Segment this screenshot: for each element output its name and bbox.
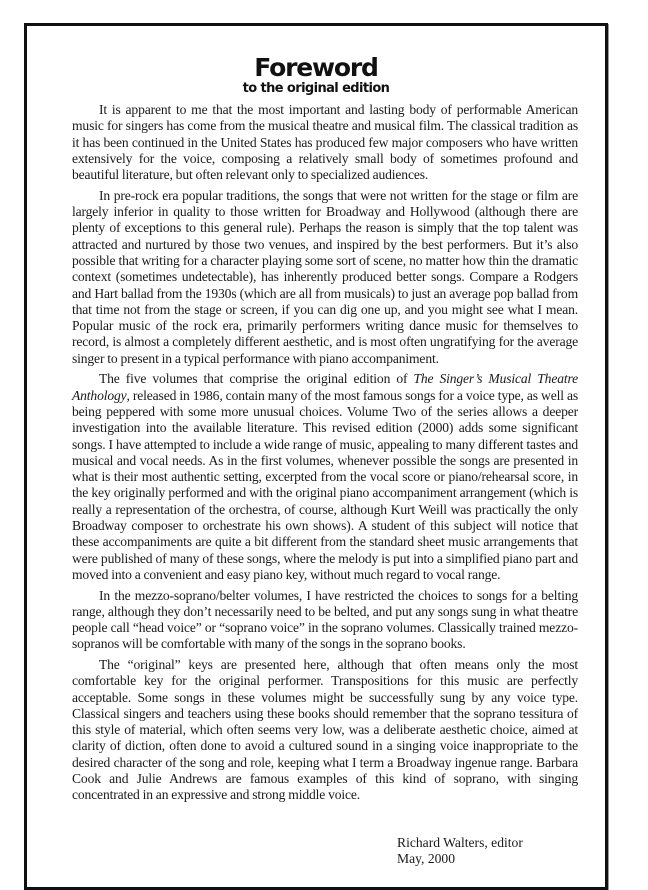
page-subtitle: to the original edition xyxy=(242,81,390,96)
book-title-italic: The Singer’s Musical Theatre Anthology xyxy=(72,371,578,403)
paragraph-5: The “original” keys are presented here, although that often means only the most comfortable key for the original performer. Transpositions for this music are perfectly acceptable. Some songs in these volumes might be successfully sung by any voice type. Classical singers and teachers using these books should remember that the soprano tessitura of this style of material, which often seems very low, was a deliberate aesthetic choice, aimed at clarity of diction, often done to avoid a cultured sound in a singing voice inappropriate to the desired character of the song and role, keeping what I term a Broadway ingenue range. Barbara Cook and Julie Andrews are famous examples of this kind of soprano, with singing concentrated in an expressive and strong middle voice. xyxy=(72,656,578,803)
paragraph-4: In the mezzo-soprano/belter volumes, I have restricted the choices to songs for a belting range, although they don’t necessarily need to be belted, and put any songs sung in what theatre people call “head voice” or “soprano voice” in the soprano volumes. Classically trained mezzo-sopranos will be comfortable with many of the songs in the soprano books. xyxy=(72,587,578,652)
paragraph-3 xyxy=(72,371,578,583)
page-title: Foreword xyxy=(254,53,378,82)
paragraph-3-rest: , released in 1986, contain many of the most famous songs for a voice type, as well as being peppered with some more unusual choices. Volume Two of the series allows a deeper investigation into the available literature. This revised edition (2000) adds some significant songs. I have attempted to include a wide range of music, appealing to many different tastes and musical and vocal needs. As in the first volumes, whenever possible the songs are presented in what is their most authentic setting, excerpted from the vocal score or piano/rehearsal score, in the key originally performed and with the original piano accompaniment arrangement (which is really a representation of the orchestra, of course, although Kurt Weill was practically the only Broadway composer to orchestrate his own shows). A student of this subject will notice that these accompaniments are quite a bit different from the standard sheet music arrangements that were published of many of these songs, where the melody is put into a simplified piano part and moved into a convenient and easy piano key, without much regard to vocal range. xyxy=(72,387,578,582)
paragraph-3-intro: The five volumes that comprise the original edition of xyxy=(99,371,414,387)
signature-block xyxy=(397,835,605,868)
paragraph-1: It is apparent to me that the most important and lasting body of performable American music for singers has come from the musical theatre and musical film. The classical tradition as it has been continued in the United States has produced few major composers who have written extensively for the voice, composing a relatively small body of sometimes profound and beautiful literature, but often relevant only to specialized audiences. xyxy=(72,102,578,183)
foreword-body xyxy=(72,102,578,804)
page-border-frame xyxy=(24,23,608,890)
signature-date: May, 2000 xyxy=(397,850,456,866)
title-block xyxy=(27,26,605,96)
signature-name: Richard Walters, editor xyxy=(397,834,523,850)
paragraph-2: In pre-rock era popular traditions, the songs that were not written for the stage or film are largely inferior in quality to those written for Broadway and Hollywood (although there are plenty of exceptions to this general rule). Perhaps the reason is simply that the top talent was attracted and nurtured by those two venues, and inspired by the best performers. But it’s also possible that writing for a character playing some sort of scene, no matter how thin the dramatic context (sometimes undetectable), has inherently produced better songs. Compare a Rodgers and Hart ballad from the 1930s (which are all from musicals) to just an average pop ballad from that time not from the stage or screen, if you can dig one up, and you might see what I mean. Popular music of the rock era, primarily performers writing dance music for themselves to record, is almost a completely different aesthetic, and is most often ungratifying for the average singer to present in a typical performance with piano accompaniment. xyxy=(72,187,578,366)
